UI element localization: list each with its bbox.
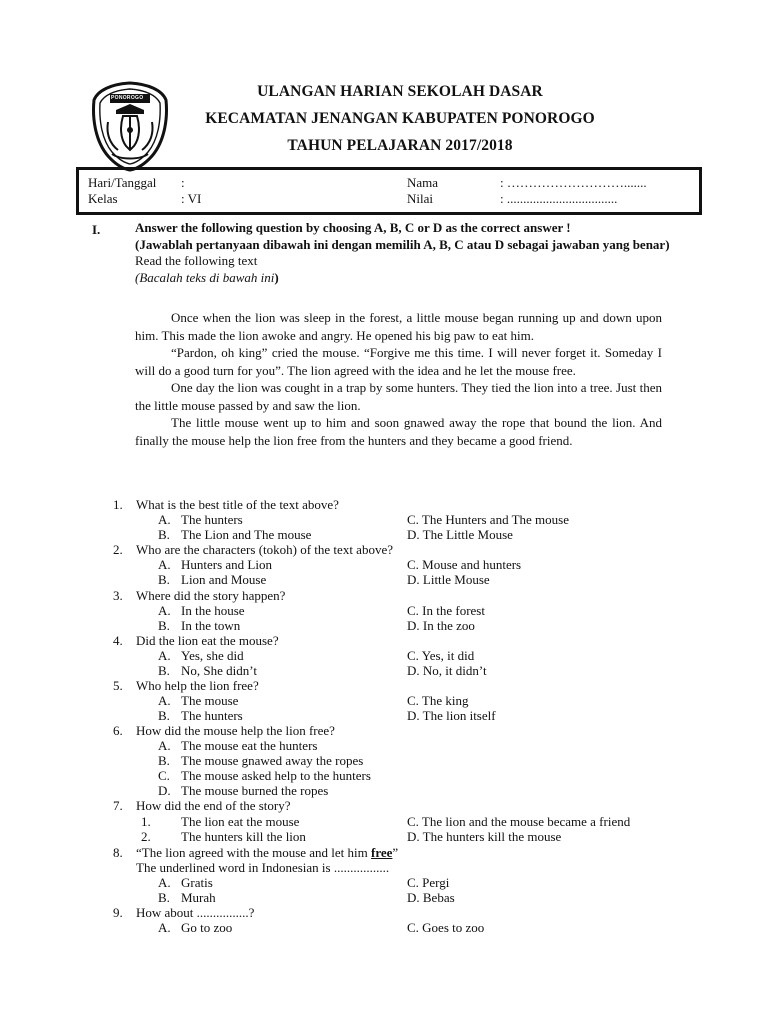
question-text: How did the mouse help the lion free? (136, 723, 335, 738)
option-d[interactable]: D. No, it didn’t (407, 663, 487, 678)
option-a[interactable]: Hunters and Lion (181, 557, 272, 572)
question-text: How about ................? (136, 905, 255, 920)
class-label: Kelas (88, 191, 118, 206)
option-a[interactable]: Go to zoo (181, 920, 233, 935)
student-info-box (76, 167, 702, 215)
passage-paragraph: “Pardon, oh king” cried the mouse. “Forgive me this time. I will never forget it. Someday I will do a good turn for you”. The lion agreed with the idea and he let the mouse free. (135, 345, 662, 378)
reading-passage (135, 309, 662, 449)
question-text: Who help the lion free? (136, 678, 259, 693)
question-text: Did the lion eat the mouse? (136, 633, 279, 648)
name-field[interactable]: : ………………………....... (500, 175, 647, 190)
section-number: I. (92, 222, 101, 237)
option-d[interactable]: D. The Little Mouse (407, 527, 513, 542)
passage-paragraph: The little mouse went up to him and soon gnawed away the rope that bound the lion. And finally the mouse help the lion free from the hunters and they became a good friend. (135, 415, 662, 448)
question-number: 3. (113, 588, 123, 603)
option-d[interactable]: D. Bebas (407, 890, 455, 905)
score-label: Nilai (407, 191, 433, 206)
read-instruction-indonesian-line (135, 270, 680, 287)
option-b[interactable]: Murah (181, 890, 216, 905)
option-a[interactable]: Gratis (181, 875, 213, 890)
instruction-english: Answer the following question by choosing A, B, C or D as the correct answer ! (135, 220, 571, 235)
option-text[interactable]: The mouse eat the hunters (181, 738, 318, 753)
question-number: 1. (113, 497, 123, 512)
header-district: KECAMATAN JENANGAN KABUPATEN PONOROGO (205, 110, 595, 127)
question-text: Where did the story happen? (136, 588, 286, 603)
read-instruction: Read the following text (135, 253, 258, 268)
question-text (136, 845, 398, 860)
option-c[interactable]: C. Pergi (407, 875, 450, 890)
class-value: : VI (181, 191, 202, 206)
option-a[interactable]: The mouse (181, 693, 239, 708)
underlined-word: free (371, 845, 393, 860)
option-d[interactable]: D. In the zoo (407, 618, 475, 633)
option-letter[interactable]: B. (158, 753, 170, 768)
option-letter[interactable]: A. (158, 738, 171, 753)
option-b-letter[interactable]: B. (158, 618, 170, 633)
read-instruction-close: ) (274, 269, 279, 285)
option-b-letter[interactable]: B. (158, 527, 170, 542)
question-text-before: “The lion agreed with the mouse and let him (136, 845, 372, 860)
header-academic-year: TAHUN PELAJARAN 2017/2018 (287, 137, 513, 154)
option-a-letter[interactable]: A. (158, 920, 171, 935)
option-b-letter[interactable]: B. (158, 890, 170, 905)
option-a-letter[interactable]: A. (158, 875, 171, 890)
option-text[interactable]: The mouse gnawed away the ropes (181, 753, 364, 768)
option-a-letter[interactable]: A. (158, 603, 171, 618)
question-number: 7. (113, 798, 123, 813)
option-b[interactable]: Lion and Mouse (181, 572, 267, 587)
section-instructions (135, 220, 680, 286)
option-a-letter[interactable]: A. (158, 693, 171, 708)
option-a[interactable]: The hunters (181, 512, 243, 527)
option-a-letter[interactable]: A. (158, 512, 171, 527)
option-c[interactable]: C. Yes, it did (407, 648, 475, 663)
passage-paragraph: Once when the lion was sleep in the forest, a little mouse began running up and down upon him. This made the lion awoke and angry. He opened his big paw to eat him. (135, 310, 662, 343)
question-number: 2. (113, 542, 123, 557)
option-2-number[interactable]: 2. (141, 829, 151, 844)
name-label: Nama (407, 175, 439, 190)
option-c[interactable]: C. Mouse and hunters (407, 557, 522, 572)
option-text[interactable]: The mouse burned the ropes (181, 783, 329, 798)
option-text[interactable]: The mouse asked help to the hunters (181, 768, 371, 783)
instruction-indonesian: (Jawablah pertanyaan dibawah ini dengan memilih A, B, C atau D sebagai jawaban yang benar) (135, 236, 670, 252)
option-d[interactable]: D. The hunters kill the mouse (407, 829, 562, 844)
option-b[interactable]: No, She didn’t (181, 663, 257, 678)
option-b[interactable]: The hunters (181, 708, 243, 723)
option-d[interactable]: D. The lion itself (407, 708, 496, 723)
option-a[interactable]: In the house (181, 603, 245, 618)
regency-emblem-icon (90, 80, 170, 172)
question-number: 6. (113, 723, 123, 738)
question-text: How did the end of the story? (136, 798, 291, 813)
passage-paragraph: One day the lion was cought in a trap by some hunters. They tied the lion into a tree. Just then the little mouse passed by and saw the lion. (135, 380, 662, 413)
question-number: 8. (113, 845, 123, 860)
question-text: What is the best title of the text above? (136, 497, 339, 512)
option-b[interactable]: The Lion and The mouse (181, 527, 312, 542)
option-b-letter[interactable]: B. (158, 663, 170, 678)
option-c[interactable]: C. Goes to zoo (407, 920, 485, 935)
header-title: ULANGAN HARIAN SEKOLAH DASAR (257, 83, 543, 100)
question-text: Who are the characters (tokoh) of the text above? (136, 542, 393, 557)
option-b-letter[interactable]: B. (158, 572, 170, 587)
question-number: 4. (113, 633, 123, 648)
option-b-letter[interactable]: B. (158, 708, 170, 723)
option-c[interactable]: C. The king (407, 693, 469, 708)
option-letter[interactable]: D. (158, 783, 171, 798)
option-a-letter[interactable]: A. (158, 557, 171, 572)
date-field[interactable]: : (181, 175, 185, 190)
score-field[interactable]: : .................................. (500, 191, 618, 206)
option-c[interactable]: C. In the forest (407, 603, 485, 618)
option-a-letter[interactable]: A. (158, 648, 171, 663)
option-2[interactable]: The hunters kill the lion (181, 829, 306, 844)
option-c[interactable]: C. The lion and the mouse became a friend (407, 814, 631, 829)
option-1-number[interactable]: 1. (141, 814, 151, 829)
option-d[interactable]: D. Little Mouse (407, 572, 490, 587)
option-a[interactable]: Yes, she did (181, 648, 244, 663)
question-number: 9. (113, 905, 123, 920)
question-text-line-2: The underlined word in Indonesian is ................. (136, 860, 390, 875)
option-letter[interactable]: C. (158, 768, 170, 783)
option-b[interactable]: In the town (181, 618, 241, 633)
date-label: Hari/Tanggal (88, 175, 157, 190)
option-c[interactable]: C. The Hunters and The mouse (407, 512, 569, 527)
read-instruction-indonesian: (Bacalah teks di bawah ini (135, 269, 275, 285)
logo-lettering: PONOROGO (111, 95, 144, 101)
option-1[interactable]: The lion eat the mouse (181, 814, 300, 829)
question-number: 5. (113, 678, 123, 693)
question-text-after: ” (392, 845, 399, 860)
school-header (180, 78, 620, 159)
